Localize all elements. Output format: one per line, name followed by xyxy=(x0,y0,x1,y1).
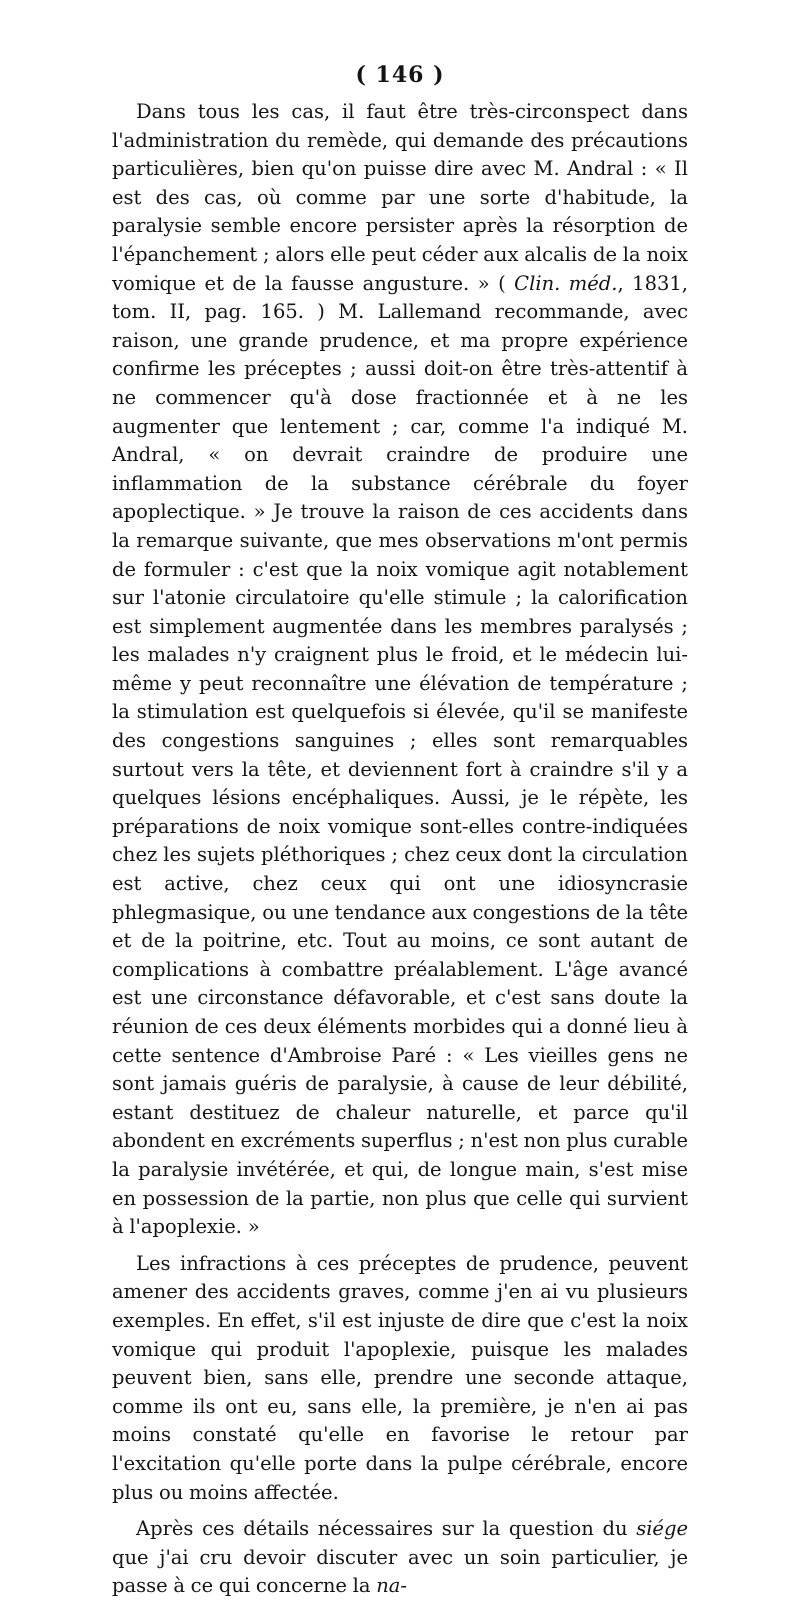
body-text xyxy=(112,98,688,1601)
page-number: ( 146 ) xyxy=(355,62,445,88)
paragraph xyxy=(112,1250,688,1507)
text-run: Après ces détails nécessaires sur la question du xyxy=(136,1517,637,1541)
italic-text: siége xyxy=(636,1517,688,1541)
paragraph xyxy=(112,98,688,1242)
text-run: que j'ai cru devoir discuter avec un soin particulier, je passe à ce qui concerne la xyxy=(112,1545,688,1598)
text-run: Les infractions à ces préceptes de prudence, peuvent amener des accidents graves, comme j'en ai vu plusieurs exemples. En effet, s'il est injuste de dire que c'est la noix vomique qui produit l'apoplexie, puisque les malades peuvent bien, sans elle, prendre une seconde attaque, comme ils ont eu, sans elle, la première, je n'en ai pas moins constaté qu'elle en favorise le retour par l'excitation qu'elle porte dans la pulpe cérébrale, encore plus ou moins affectée. xyxy=(112,1251,688,1504)
italic-text: na- xyxy=(376,1574,407,1598)
text-run: , 1831, tom. II, pag. 165. ) M. Lallemand recommande, avec raison, une grande prudence, et ma propre expérience confirme les préceptes ; aussi doit-on être très-attentif à ne commencer qu'à dose fractionnée et à ne les augmenter que lentement ; car, comme l'a indiqué M. Andral, « on devrait craindre de produire une inflammation de la substance cérébrale du foyer apoplectique. » Je trouve la raison de ces accidents dans la remarque suivante, que mes observations m'ont permis de formuler : c'est que la noix vomique agit notablement sur l'atonie circulatoire qu'elle stimule ; la calorification est simplement augmentée dans les membres paralysés ; les malades n'y craignent plus le froid, et le médecin lui-même y peut reconnaître une élévation de température ; la stimulation est quelquefois si élevée, qu'il se manifeste des congestions sanguines ; elles sont remarquables surtout vers la tête, et deviennent fort à craindre s'il y a quelques lésions encéphaliques. Aussi, je le répète, les préparations de noix vomique sont-elles contre-indiquées chez les sujets pléthoriques ; chez ceux dont la circulation est active, chez ceux qui ont une idiosyncrasie phlegmasique, ou une tendance aux congestions de la tête et de la poitrine, etc. Tout au moins, ce sont autant de complications à combattre préalablement. L'âge avancé est une circonstance défavorable, et c'est sans doute la réunion de ces deux éléments morbides qui a donné lieu à cette sentence d'Ambroise Paré : « Les vieilles gens ne sont jamais guéris de paralysie, à cause de leur débilité, estant destituez de chaleur naturelle, et parce qu'il abondent en excréments superflus ; n'est non plus curable la paralysie invétérée, et qui, de longue main, s'est mise en possession de la partie, non plus que celle qui survient à l'apoplexie. » xyxy=(112,271,688,1239)
paragraph xyxy=(112,1515,688,1601)
italic-text: Clin. méd. xyxy=(514,271,618,295)
text-run: Dans tous les cas, il faut être très-circonspect dans l'administration du remède, qui demande des précautions particulières, bien qu'on puisse dire avec M. Andral : « Il est des cas, où comme par une sorte d'habitude, la paralysie semble encore persister après la résorption de l'épanchement ; alors elle peut céder aux alcalis de la noix vomique et de la fausse angusture. » ( xyxy=(112,100,688,295)
